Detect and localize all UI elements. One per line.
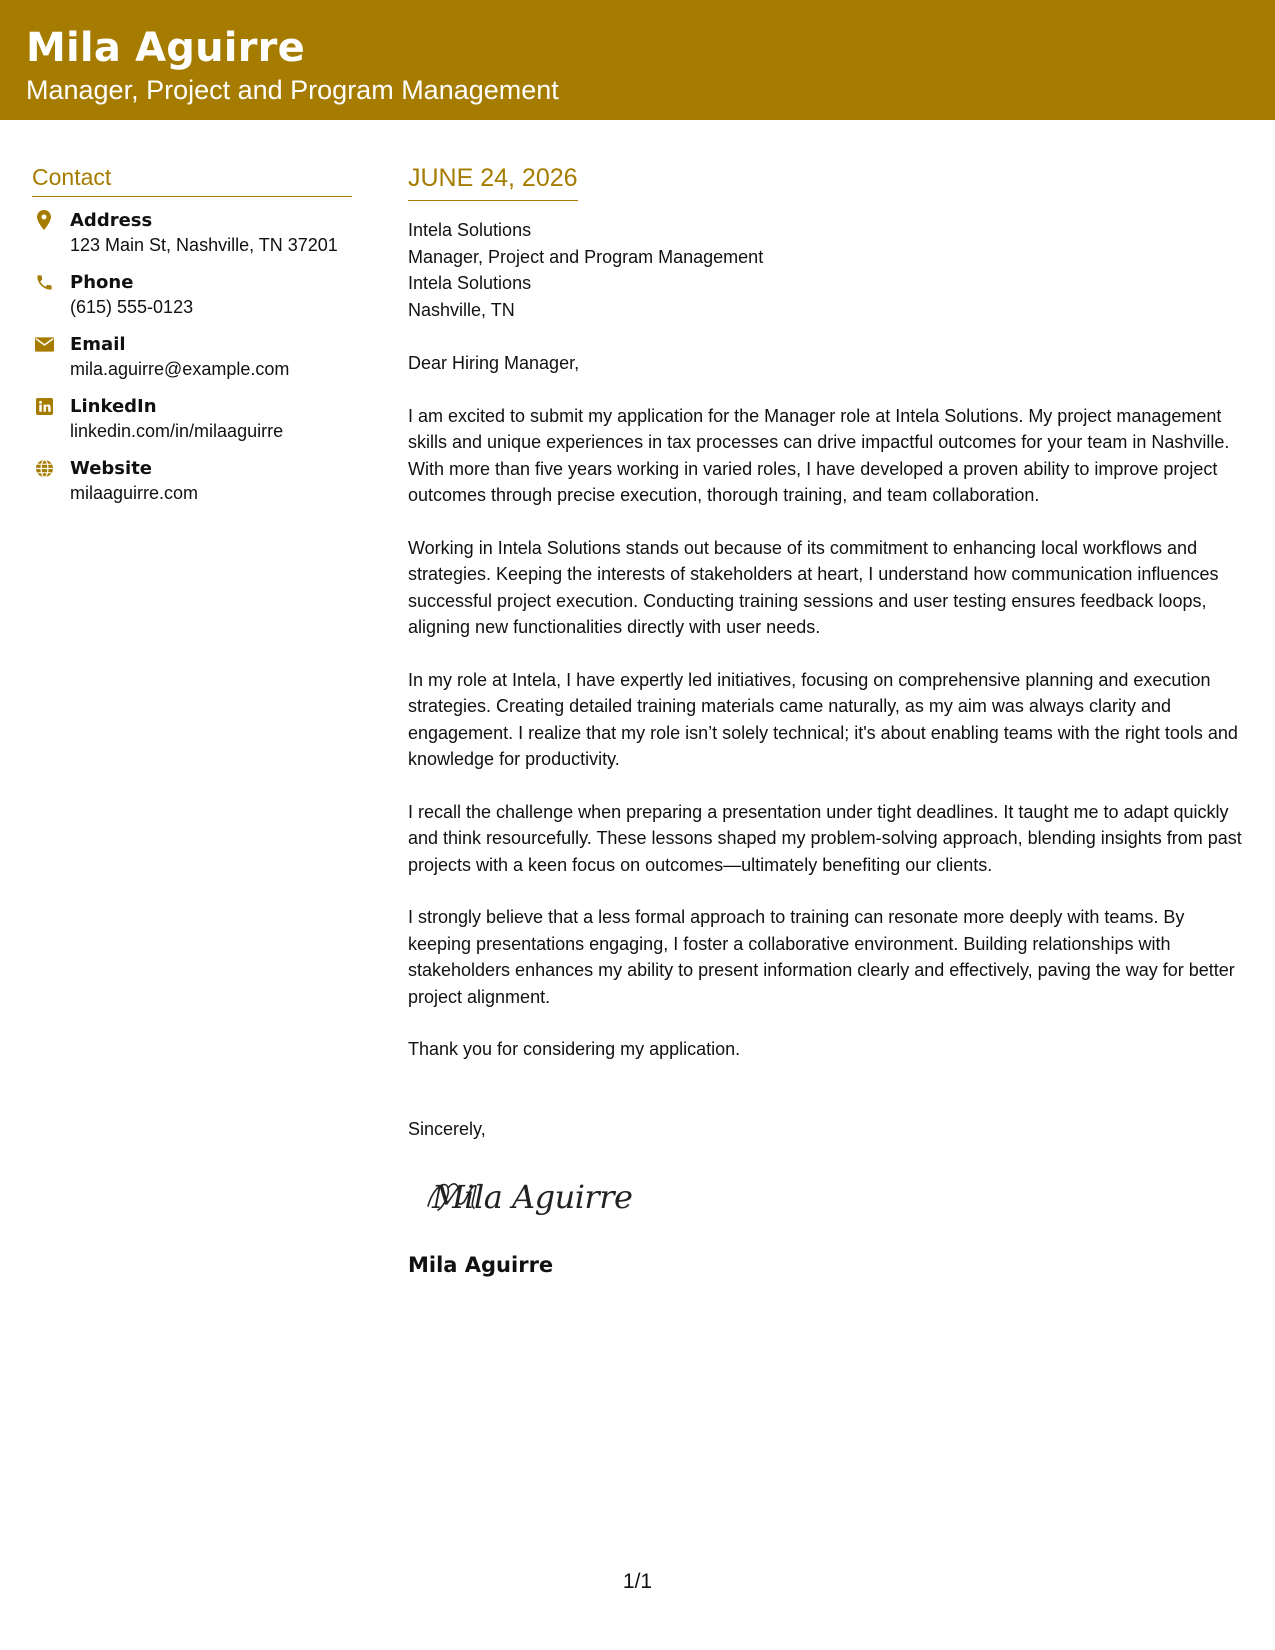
recipient-block bbox=[408, 217, 1248, 323]
linkedin-icon bbox=[34, 396, 54, 416]
letter-paragraph: I am excited to submit my application for the Manager role at Intela Solutions. My project management skills and unique experiences in tax processes can drive impactful outcomes for your team in Nashville. With more than five years working in varied roles, I have developed a proven ability to improve project outcomes through precise execution, thorough training, and team collaboration. bbox=[408, 405, 1230, 505]
recipient-line: Intela Solutions bbox=[408, 220, 532, 240]
contact-label: Website bbox=[70, 458, 153, 479]
contact-item-email bbox=[32, 333, 352, 381]
contact-label: LinkedIn bbox=[70, 396, 157, 417]
contact-heading: Contact bbox=[32, 162, 352, 197]
letter-paragraph: I recall the challenge when preparing a presentation under tight deadlines. It taught me to adapt quickly and think resourcefully. These lessons shaped my problem-solving approach, blending insights from past projects with a keen focus on outcomes—ultimately benefiting our clients. bbox=[408, 801, 1242, 875]
phone-icon bbox=[34, 272, 54, 292]
contact-item-phone bbox=[32, 271, 352, 319]
page-number: 1/1 bbox=[622, 1570, 653, 1593]
map-pin-icon bbox=[34, 210, 54, 230]
envelope-icon bbox=[34, 334, 54, 354]
contact-value: 123 Main St, Nashville, TN 37201 bbox=[70, 235, 338, 255]
contact-label: Email bbox=[70, 334, 126, 355]
letter-body bbox=[408, 162, 1248, 1279]
recipient-line: Intela Solutions bbox=[408, 273, 532, 293]
letter-date: JUNE 24, 2026 bbox=[408, 162, 578, 201]
contact-label: Phone bbox=[70, 272, 134, 293]
contact-sidebar bbox=[32, 162, 352, 519]
applicant-name: Mila Aguirre bbox=[26, 25, 305, 71]
letter-paragraph: Thank you for considering my application. bbox=[408, 1039, 741, 1059]
contact-label: Address bbox=[70, 210, 153, 231]
signature-text: Mila Aguirre bbox=[432, 1178, 633, 1216]
contact-item-address bbox=[32, 209, 352, 257]
contact-item-linkedin bbox=[32, 395, 352, 443]
contact-value: mila.aguirre@example.com bbox=[70, 359, 290, 379]
letter-paragraph: In my role at Intela, I have expertly led initiatives, focusing on comprehensive planning and execution strategies. Creating detailed training materials came naturally, as my aim was always clarity and engagement. I realize that my role isn’t solely technical; it's about enabling teams with the right tools and knowledge for productivity. bbox=[408, 669, 1238, 769]
contact-list bbox=[32, 209, 352, 505]
header-banner bbox=[0, 0, 1275, 120]
contact-value: milaaguirre.com bbox=[70, 483, 199, 503]
handwritten-signature bbox=[424, 1166, 664, 1226]
letter-paragraph: I strongly believe that a less formal approach to training can resonate more deeply with teams. By keeping presentations engaging, I foster a collaborative environment. Building relationships with stakeholders enhances my ability to present information clearly and effectively, paving the way for better project alignment. bbox=[408, 907, 1235, 1007]
contact-value: (615) 555-0123 bbox=[70, 297, 194, 317]
contact-value: linkedin.com/in/milaaguirre bbox=[70, 421, 284, 441]
recipient-line: Manager, Project and Program Management bbox=[408, 246, 764, 267]
signatory-name: Mila Aguirre bbox=[408, 1253, 554, 1277]
letter-paragraph: Working in Intela Solutions stands out because of its commitment to enhancing local workflows and strategies. Keeping the interests of stakeholders at heart, I understand how communication influences successful project execution. Conducting training sessions and user testing ensures feedback loops, aligning new functionalities directly with user needs. bbox=[408, 537, 1219, 637]
globe-icon bbox=[34, 458, 54, 478]
contact-item-website bbox=[32, 457, 352, 505]
recipient-line: Nashville, TN bbox=[408, 299, 515, 320]
applicant-title: Manager, Project and Program Management bbox=[26, 75, 559, 105]
salutation: Dear Hiring Manager, bbox=[408, 353, 580, 373]
closing: Sincerely, bbox=[408, 1118, 486, 1139]
